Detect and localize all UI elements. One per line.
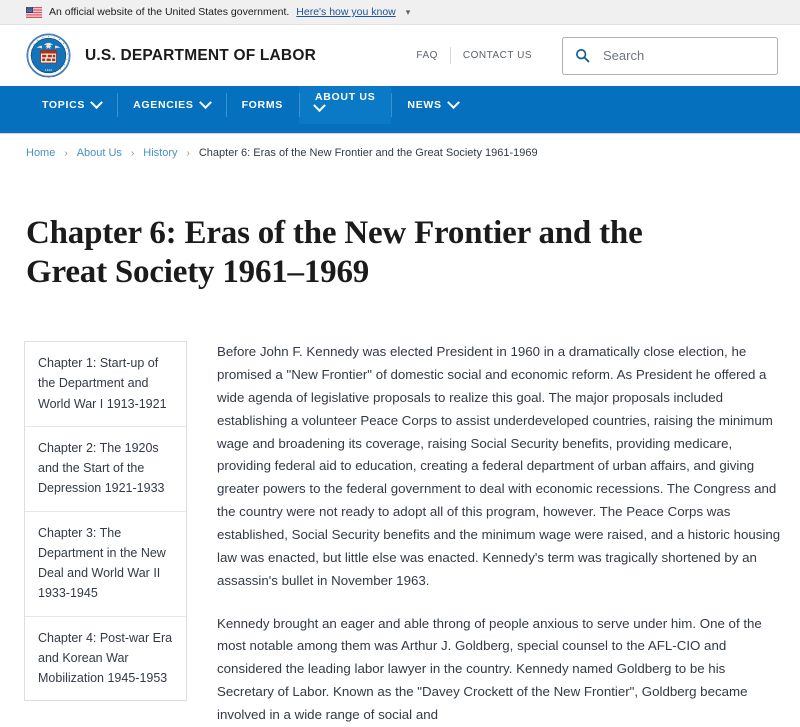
brand-name: U.S. DEPARTMENT OF LABOR xyxy=(85,46,316,64)
chevron-down-icon[interactable]: ▾ xyxy=(405,6,411,17)
primary-navigation xyxy=(0,86,800,124)
utility-links xyxy=(404,47,544,64)
nav-item-label: AGENCIES xyxy=(133,99,194,111)
breadcrumb-item-home[interactable]: Home xyxy=(26,147,56,159)
nav-item-label: TOPICS xyxy=(42,99,86,111)
breadcrumb-separator: › xyxy=(186,147,190,159)
breadcrumb-separator: › xyxy=(130,147,135,159)
banner-text: An official website of the United States government. xyxy=(49,6,290,18)
nav-item-label: ABOUT US xyxy=(314,91,376,103)
brand-home-link[interactable] xyxy=(26,33,316,78)
chevron-down-icon xyxy=(447,96,460,109)
masthead-right xyxy=(404,37,778,75)
page-title: Chapter 6: Eras of the New Frontier and the Great Society 1961–1969 xyxy=(26,215,643,291)
here-is-how-you-know-link[interactable]: Here's how you know xyxy=(296,6,396,18)
chapter-link-2[interactable]: Chapter 2: The 1920s and the Start of the Depression 1921-1933 xyxy=(25,427,186,512)
chapter-link-3[interactable]: Chapter 3: The Department in the New Deal and World War II 1933-1945 xyxy=(25,512,186,617)
content-row xyxy=(0,314,800,727)
nav-item-label: FORMS xyxy=(241,99,283,111)
nav-item-news[interactable] xyxy=(391,86,473,124)
chevron-down-icon xyxy=(199,96,212,109)
article-paragraph: Before John F. Kennedy was elected President in 1960 in a dramatically close election, he promised a "New Frontier" of domestic social and economic reform. As President he offered a wide agenda of legislative proposals to realize this goal. The major proposals included establishing a volunteer Peace Corps to assist underdeveloped countries, raising the minimum wage and broadening its coverage, raising Social Security benefits, providing medicare, providing federal aid to education, creating a federal department of urban affairs, and giving greater powers to the federal government to deal with economic recessions. The Congress and the country were not ready to adopt all of this program, however. The Peace Corps was established, Social Security benefits and the minimum wage were raised, and a historic housing law was enacted, but little else was enacted. Kennedy's term was tragically shortened by an assassin's bullet in November 1963. xyxy=(217,344,781,588)
search-input[interactable] xyxy=(601,47,765,64)
nav-item-label: NEWS xyxy=(407,99,442,111)
svg-text:1913: 1913 xyxy=(44,68,53,73)
usa-official-banner xyxy=(0,0,800,25)
article-body xyxy=(217,341,786,727)
nav-item-forms[interactable] xyxy=(226,86,299,124)
breadcrumb-separator: › xyxy=(64,147,68,159)
article-paragraph: Kennedy brought an eager and able throng of people anxious to serve under him. One of the most notable among them was Arthur J. Goldberg, special counsel to the AFL-CIO and considered the leading labor lawyer in the country. Kennedy named Goldberg to be his Secretary of Labor. Known as the "Davey Crockett of the New Frontier", Goldberg became involved in a wide range of social and xyxy=(217,615,762,722)
contact-us-link[interactable]: CONTACT US xyxy=(462,50,532,61)
chapter-navigation-list xyxy=(24,341,187,701)
breadcrumb-item-current: Chapter 6: Eras of the New Frontier and the Great Society 1961-1969 xyxy=(198,147,538,159)
breadcrumb-item-about-us[interactable]: About Us xyxy=(76,147,122,159)
nav-item-about-us[interactable] xyxy=(299,86,391,124)
chevron-down-icon xyxy=(90,96,103,109)
dol-seal-icon xyxy=(26,33,71,78)
nav-item-topics[interactable] xyxy=(26,86,117,124)
nav-item-agencies[interactable] xyxy=(117,86,225,124)
breadcrumb-item-history[interactable]: History xyxy=(143,147,178,159)
chapter-link-4[interactable]: Chapter 4: Post-war Era and Korean War Mobilization 1945-1953 xyxy=(38,630,173,686)
search-icon[interactable] xyxy=(575,48,590,63)
us-flag-icon xyxy=(26,7,42,18)
chapter-link-1[interactable]: Chapter 1: Start-up of the Department and World War I 1913-1921 xyxy=(25,342,186,427)
nav-bottom-bar xyxy=(0,124,800,134)
breadcrumb xyxy=(0,134,800,170)
search-box[interactable] xyxy=(562,37,778,75)
site-masthead xyxy=(0,25,800,86)
faq-link[interactable]: FAQ xyxy=(416,50,438,61)
